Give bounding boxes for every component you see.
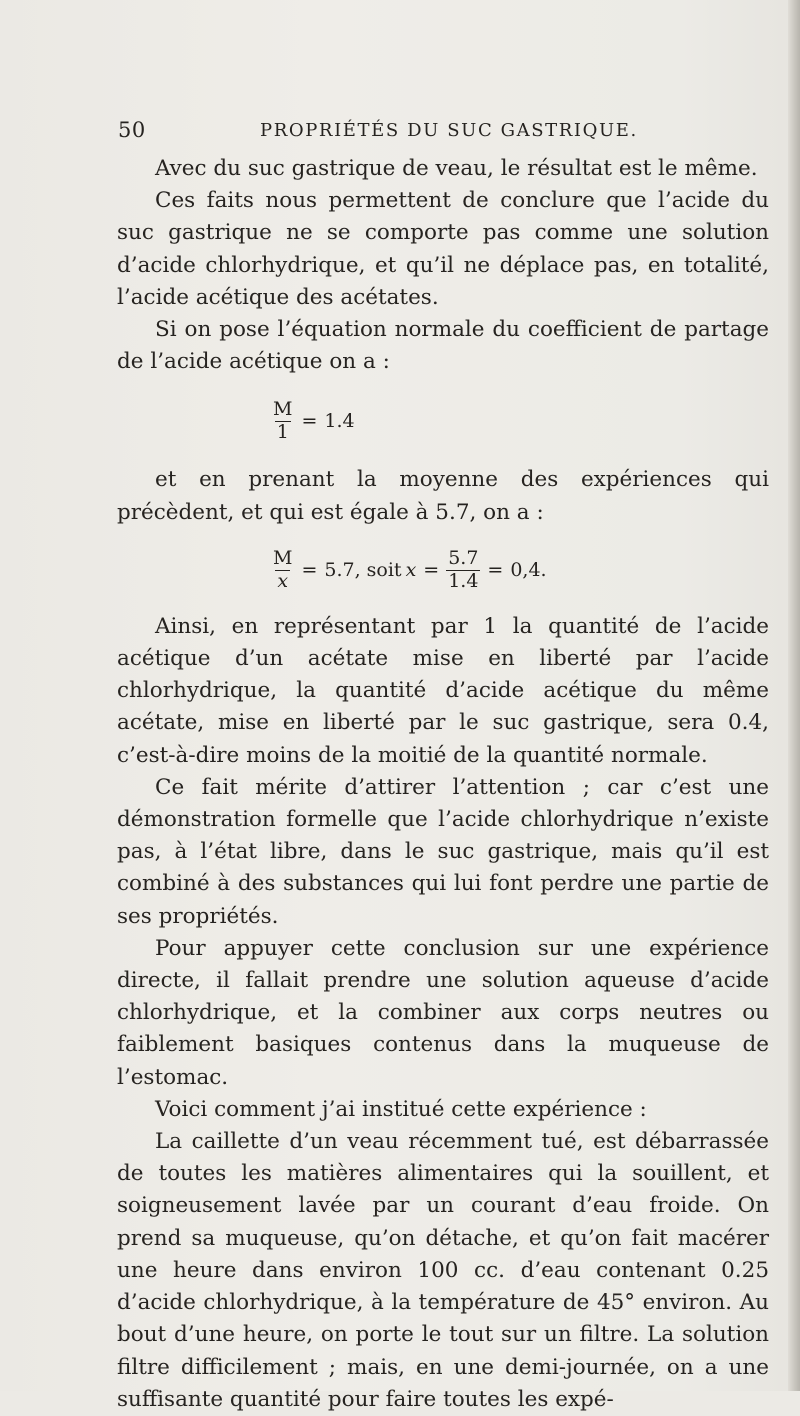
variable-x: x bbox=[405, 558, 417, 581]
paragraph-3: Si on pose l’équation normale du coefficient de partage de l’acide acétique on a : bbox=[117, 317, 769, 375]
page-number: 50 bbox=[118, 118, 146, 142]
fraction-m-over-1 bbox=[271, 399, 294, 443]
paragraph-2: Ces faits nous permettent de conclure que l’acide du suc gastrique ne se comporte pas comme une solution d’acide chlorhydrique, et qu’il ne déplace pas, en totalité, l’acide acétique des acétates. bbox=[117, 188, 769, 310]
fraction-m-over-x bbox=[271, 548, 294, 592]
paragraph-7: Pour appuyer cette conclusion sur une expérience directe, il fallait prendre une solution aqueuse d’acide chlorhydrique, et la combiner aux corps neutres ou faiblement basiques contenus dans la muqueuse de l’estomac. bbox=[117, 935, 769, 1090]
fraction-numerator: M bbox=[273, 546, 293, 569]
fraction-denominator: 1.4 bbox=[448, 569, 479, 592]
paragraph-9: La caillette d’un veau récemment tué, est débarrassée de toutes les matières alimentaires qui la souillent, et soigneusement lavée par un courant d’eau froide. On prend sa muqueuse, qu’on détache, et qu’on fait macérer une heure dans environ 100 cc. d’eau contenant 0.25 d’acide chlorhydrique, à la température de 45° environ. Au bout d’une heure, on porte le tout sur un filtre. La solution filtre difficilement ; mais, en une demi-journée, on a une suffisante quantité pour faire toutes les expé- bbox=[117, 1129, 769, 1412]
equals-sign: = bbox=[487, 558, 504, 581]
fraction-numerator: 5.7 bbox=[448, 546, 479, 569]
equation-mean bbox=[117, 529, 769, 611]
paragraph-8: Voici comment j’ai institué cette expérience : bbox=[155, 1096, 647, 1122]
equation-coefficient bbox=[117, 378, 769, 464]
fraction-denominator: 1 bbox=[276, 421, 289, 444]
fraction-denominator: x bbox=[277, 569, 289, 592]
page-spine-edge bbox=[788, 0, 800, 1391]
running-head: PROPRIÉTÉS DU SUC GASTRIQUE. bbox=[260, 120, 638, 141]
soit-word: soit bbox=[366, 558, 402, 581]
paragraph-6: Ce fait mérite d’attirer l’attention ; car c’est une démonstration formelle que l’acide chlorhydrique n’existe pas, à l’état libre, dans le suc gastrique, mais qu’il est combiné à des substances qui lui font perdre une partie de ses propriétés. bbox=[117, 774, 769, 929]
equation-value: 5.7, bbox=[324, 558, 361, 581]
body-text bbox=[117, 153, 769, 1416]
paragraph-1: Avec du suc gastrique de veau, le résultat est le même. bbox=[155, 156, 758, 181]
equals-sign: = bbox=[301, 410, 318, 433]
equation-value: 1.4 bbox=[324, 410, 355, 433]
fraction-5-7-over-1-4 bbox=[446, 548, 480, 592]
paragraph-5: Ainsi, en représentant par 1 la quantité de l’acide acétique d’un acétate mise en liberté par l’acide chlorhydrique, la quantité d’acide acétique du même acétate, mise en liberté par le suc gastrique, sera 0.4, c’est-à-dire moins de la moitié de la quantité normale. bbox=[117, 613, 769, 768]
page-header bbox=[118, 118, 768, 148]
equals-sign: = bbox=[301, 558, 318, 581]
fraction-numerator: M bbox=[273, 398, 293, 421]
paragraph-4: et en prenant la moyenne des expériences qui précèdent, et qui est égale à 5.7, on a : bbox=[117, 467, 769, 525]
equation-result: 0,4. bbox=[510, 558, 547, 581]
equals-sign: = bbox=[423, 558, 440, 581]
